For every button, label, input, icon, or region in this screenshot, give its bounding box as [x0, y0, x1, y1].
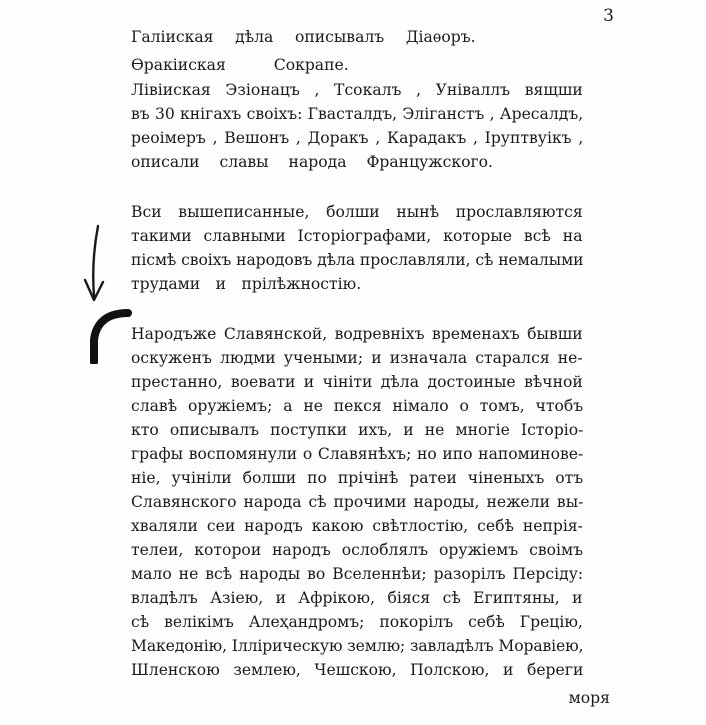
- corner-bracket-icon: [88, 308, 132, 364]
- text-line: Народъже Славянской, водревніхъ временахъ бывши: [131, 325, 583, 343]
- text-line: пісмѣ своіхъ народовъ дѣла прославляли, сѣ немалыми: [131, 251, 584, 269]
- text-line: такими славными Історіографами, которые всѣ на: [131, 227, 583, 245]
- text-line: Галіиская дѣла описывалъ Діаѳоръ.: [131, 28, 476, 46]
- text-line: владѣлъ Азіею, и Афрікою, біяся сѣ Египтяны, и: [131, 589, 583, 607]
- text-line: трудами и прілѣжностію.: [131, 275, 362, 293]
- text-line: Ѳракіиская Сокрапе.: [131, 56, 349, 74]
- text-line: Македонію, Іллірическую землю; завладѣлъ Моравіею,: [131, 637, 584, 655]
- text-line: Вси вышеписанные, болши нынѣ прославляются: [131, 203, 583, 221]
- text-line: сѣ велікімъ Алеҳандромъ; покорілъ себѣ Грецію,: [131, 613, 583, 631]
- text-line: хваляли сеи народъ какою свѣтлостію, себѣ непрія-: [131, 517, 583, 535]
- text-line: телеи, которои народъ ослоблялъ оружіемъ своімъ: [131, 541, 584, 559]
- catchword: моря: [568, 689, 610, 707]
- page-number: 3: [603, 6, 614, 26]
- text-line: Славянского народа сѣ прочими народы, нежели вы-: [131, 493, 584, 511]
- text-line: оскуженъ людми учеными; и изначала старался не-: [131, 349, 583, 367]
- text-line: Шленскою землею, Чешскою, Полскою, и береги: [131, 661, 584, 679]
- text-line: кто описывалъ поступки ихъ, и не многіе Історіо-: [131, 421, 584, 439]
- text-line: ніе, учініли болши по прічінѣ ратеи чіненыхъ отъ: [131, 469, 584, 487]
- text-line: Лівіиская Эзіонацъ , Тсокалъ , Уніваллъ вящши: [131, 81, 583, 99]
- text-line: графы воспомянули о Славянѣхъ; но ипо напоминове-: [131, 445, 584, 463]
- text-line: славѣ оружіемъ; а не пекся німало о томъ, чтобъ: [131, 397, 584, 415]
- down-arrow-icon: [80, 222, 110, 312]
- text-line: мало не всѣ народы во Вселеннѣи; разорілъ Персіду:: [131, 565, 584, 583]
- text-line: въ 30 кнігахъ своіхъ: Гвасталдъ, Эліганстъ , Аресалдъ,: [131, 105, 584, 123]
- text-line: описали славы народа Францужского.: [131, 153, 494, 171]
- text-line: реоімеръ , Вешонъ , Доракъ , Карадакъ , Іруптвуікъ ,: [131, 129, 584, 147]
- text-line: престанно, воевати и чініти дѣла достоиные вѣчной: [131, 373, 583, 391]
